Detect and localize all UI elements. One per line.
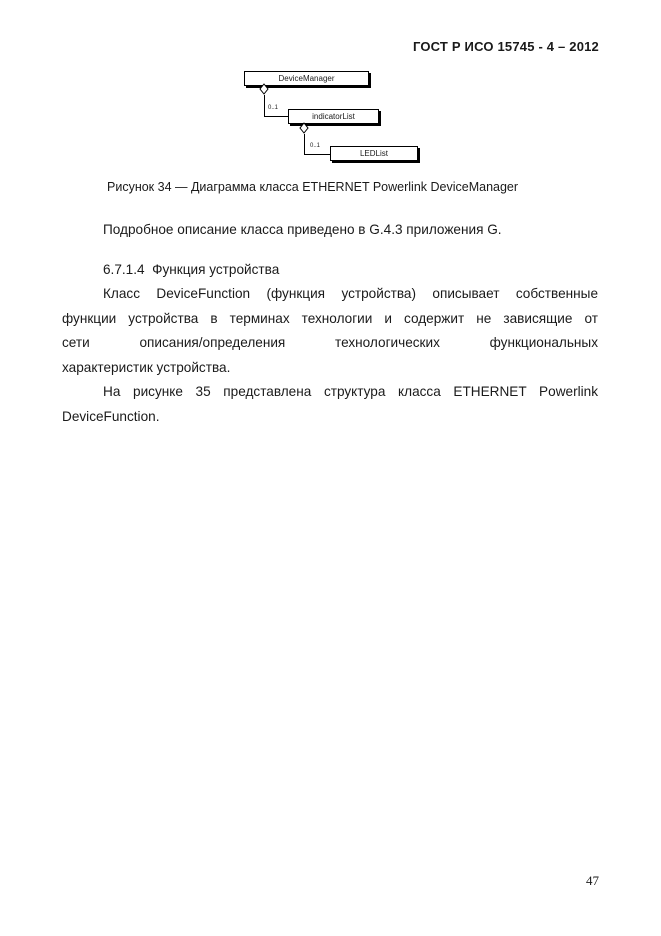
figure-caption: Рисунок 34 — Диаграмма класса ETHERNET Powerlink DeviceManager [107,180,519,194]
document-header: ГОСТ Р ИСО 15745 - 4 – 2012 [412,39,599,54]
multiplicity-label: 0..1 [310,143,321,149]
paragraph: Подробное описание класса приведено в G.4.3 приложения G. [103,222,502,237]
paragraph-line: сети описания/определения технологических функциональных [62,335,598,350]
association-line [264,116,288,117]
paragraph-line: Класс DeviceFunction (функция устройства) описывает собственные [103,286,598,301]
association-line [304,134,305,154]
paragraph-line: DeviceFunction. [62,408,160,424]
section-heading: 6.7.1.4 Функция устройства [103,262,280,277]
paragraph-line: характеристик устройства. [62,359,231,375]
class-indicator-list: indicatorList [288,109,379,124]
uml-class-diagram [230,66,430,166]
paragraph-line: На рисунке 35 представлена структура класса ETHERNET Powerlink [103,384,598,399]
page-number: 47 [586,873,599,888]
association-line [304,154,330,155]
aggregation-diamond-icon [258,83,270,95]
multiplicity-label: 0..1 [268,105,279,111]
class-device-manager: DeviceManager [244,71,369,86]
aggregation-diamond-icon [298,122,310,134]
paragraph-line: функции устройства в терминах технологии и содержит не зависящие от [62,310,598,326]
paragraph [62,282,598,429]
association-line [264,95,265,116]
class-led-list: LEDList [330,146,418,161]
